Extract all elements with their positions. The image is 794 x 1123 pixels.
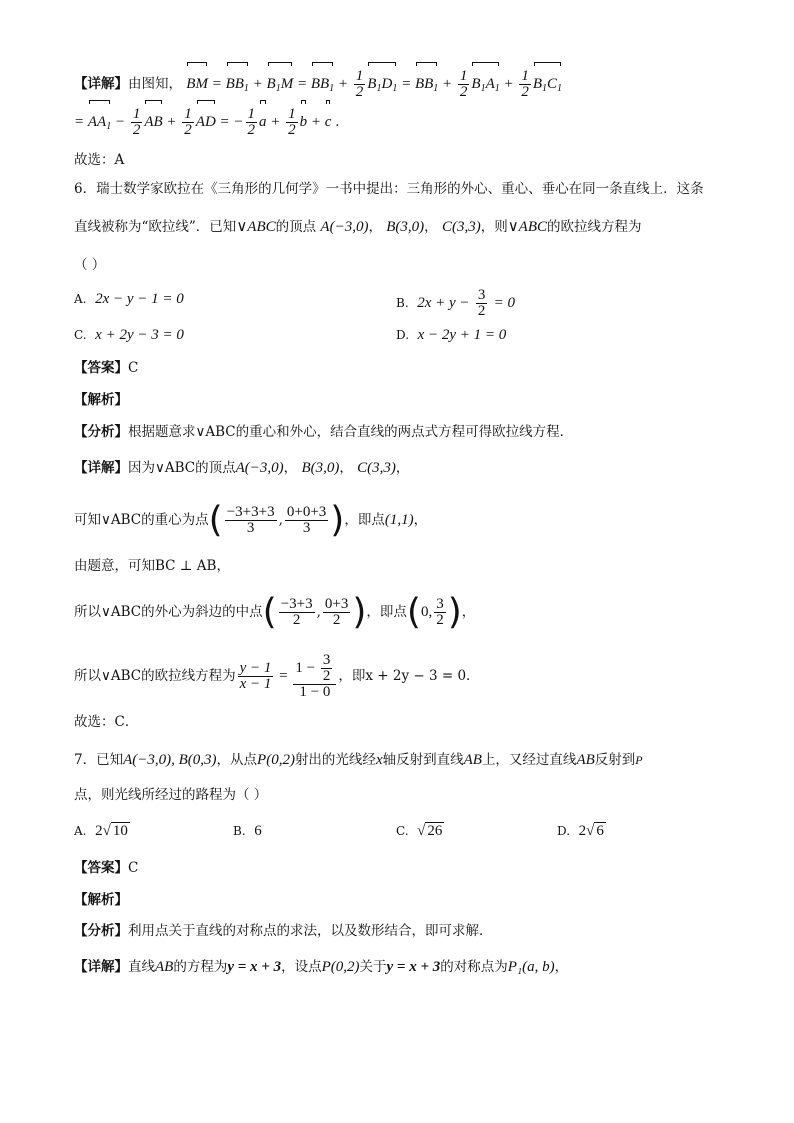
q6-option-d <box>396 326 506 344</box>
q7-detail-text-c: ，设点 <box>281 959 322 975</box>
q6-detail-line3: 由题意，可知BC ⊥ AB， <box>74 558 230 574</box>
q6-analysis-text: 根据题意求∨ABC的重心和外心，结合直线的两点式方程可得欧拉线方程． <box>128 424 574 440</box>
q6-euler-result: ，即x + 2y − 3 = 0． <box>338 668 480 684</box>
q6-centroid-text-b: ，即点 <box>344 512 385 528</box>
q7-detail-equation: y = x + 3 <box>227 959 282 975</box>
q6-answer-value: C <box>128 360 139 376</box>
q7-detail-text-f: ， <box>554 959 569 975</box>
q7-option-a-radicand: 10 <box>112 823 128 839</box>
q6-centroid-x-fraction: $\frac{-3+3+3}{3}$ <box>226 504 275 536</box>
q6-detail-point-c: C(3,3) <box>357 460 396 476</box>
q6-euler-right-fraction: 1 − $\frac{3}{2}$ 1 − 0 <box>293 653 336 700</box>
det5-intro: 由图知， <box>128 76 182 92</box>
q6-stem-line2: 直线被称为“欧拉线”．已知∨ABC的顶点 A(−3,0)， B(3,0)， C(3,3)，则∨ABC的欧拉线方程为 <box>74 219 642 235</box>
q6-circumcenter-text: 所以∨ABC的外心为斜边的中点 <box>74 604 263 620</box>
q6-circumcenter-text-b: ，即点 <box>366 604 407 620</box>
q6-centroid-text: 可知∨ABC的重心为点 <box>74 512 209 528</box>
q6-detail-line4: 所以∨ABC的外心为斜边的中点( $\frac{-3+3}{2}$ , $\frac{0+3}{2}$ )，即点(0, $\frac{3}{2}$ )， <box>74 591 476 633</box>
q7-option-d: D. 2√ 6 <box>557 823 604 839</box>
q6-option-d-label: D. <box>396 328 410 342</box>
q7-point-p: P(0,2) <box>257 752 295 768</box>
q7-line-ab: AB <box>463 752 482 768</box>
det5-end: ． <box>335 114 349 130</box>
q7-option-a-label: A. <box>74 824 87 838</box>
q7-option-c-label: C. <box>396 824 409 838</box>
q7-option-a: A. 2√ 10 <box>74 823 128 839</box>
q6-option-d-text: x − 2y + 1 = 0 <box>417 327 507 343</box>
q7-option-d-radicand: 6 <box>596 823 604 839</box>
q7-analysis <box>74 922 493 940</box>
q7-option-d-coef: 2 <box>578 823 587 839</box>
q6-option-b-post: = 0 <box>493 295 516 311</box>
q7-detail-text-b: 的方程为 <box>173 959 228 975</box>
q7-text-f: 反射到 <box>594 752 636 768</box>
q6-option-b-pre: 2x + y − <box>417 295 470 311</box>
q5-answer: 故选：A <box>74 152 125 168</box>
det5-line2 <box>74 104 349 140</box>
q6-circumcenter-point-fraction: $\frac{3}{2}$ <box>436 596 444 628</box>
q7-detail-equation-2: y = x + 3 <box>386 959 441 975</box>
q6-analysis <box>74 423 573 441</box>
q6-centroid-y-fraction: $\frac{0+0+3}{3}$ <box>286 504 327 536</box>
q7-detail-text-e: 的对称点为 <box>440 959 508 975</box>
q6-jiexi: 【解析】 <box>74 392 128 408</box>
q7-option-b <box>233 822 262 840</box>
det5-line1 <box>74 66 562 102</box>
q6-detail-line1: 【详解】因为∨ABC的顶点A(−3,0)， B(3,0)， C(3,3)， <box>74 460 410 476</box>
q6-option-b <box>396 287 516 319</box>
q7-option-c: C. √ 26 <box>396 823 443 839</box>
vector-equation-2: = $AA_1$ − $\frac{1}{2}$ AB + $\frac{1}{2}$ AD = − $\frac{1}{2}$ a + $\frac{1}{2}$ b + c <box>74 114 335 130</box>
q6-centroid-point: (1,1) <box>384 512 414 528</box>
q6-option-a <box>74 290 184 308</box>
q6-triangle-2: ∨ABC <box>507 219 548 235</box>
q7-analysis-text: 利用点关于直线的对称点的求法，以及数形结合，即可求解． <box>128 923 493 939</box>
q7-answer-value: C <box>128 860 139 876</box>
q7-answer-label: 【答案】 <box>74 860 128 876</box>
q6-detail-line2: 可知∨ABC的重心为点( $\frac{-3+3+3}{3}$ , $\frac{0+0+3}{3}$ )，即点(1,1)， <box>74 499 428 541</box>
q6-stem-line1: 6．瑞士数学家欧拉在《三角形的几何学》一书中提出：三角形的外心、重心、垂心在同一条直线上．这条 <box>74 181 704 197</box>
q7-text-d: 轴反射到直线 <box>382 752 464 768</box>
q7-text-c: 射出的光线经 <box>294 752 376 768</box>
q7-points: A(−3,0), B(0,3) <box>123 752 217 768</box>
q7-option-b-text: 6 <box>254 823 262 839</box>
q7-stem-line2: 点，则光线所经过的路程为（ ） <box>74 787 268 803</box>
q7-detail-point-p1: P₁(a, b) <box>507 959 555 975</box>
q7-analysis-label: 【分析】 <box>74 923 128 939</box>
q6-option-c <box>74 326 184 344</box>
q7-text-e: 上，又经过直线 <box>481 752 577 768</box>
q6-detail-line5: 所以∨ABC的欧拉线方程为 $\frac{y - 1}{x - 1}$ = 1 − $\frac{3}{2}$ 1 − 0 ，即x + 2y − 3 = 0． <box>74 652 480 700</box>
q6-text-a: 直线被称为“欧拉线”．已知 <box>74 219 237 235</box>
q6-point-b: B(3,0) <box>386 219 425 235</box>
q6-detail-point-b: B(3,0) <box>301 460 340 476</box>
q7-detail-line1 <box>74 958 568 976</box>
q7-detail-point-p: P(0,2) <box>321 959 360 975</box>
q6-final: 故选：C． <box>74 714 139 730</box>
q6-option-b-label: B. <box>396 296 409 310</box>
q7-stem-line1 <box>74 751 643 769</box>
q6-triangle: ∨ABC <box>236 219 276 235</box>
q6-circumcenter-x-fraction: $\frac{-3+3}{2}$ <box>280 596 313 628</box>
q6-detail-text-1: 因为∨ABC的顶点 <box>128 460 236 476</box>
q6-detail-point-a: A(−3,0) <box>235 460 284 476</box>
q6-point-a: A(−3,0) <box>320 219 369 235</box>
q6-text-d: 的欧拉线方程为 <box>547 219 642 235</box>
q6-text-c: ，则 <box>480 219 508 235</box>
q6-option-c-text: x + 2y − 3 = 0 <box>95 327 184 343</box>
q7-line-ab-2: AB <box>576 752 595 768</box>
q7-x-axis: x <box>375 752 383 768</box>
q7-detail-text-d: 关于 <box>359 959 387 975</box>
q7-option-d-label: D. <box>557 824 571 838</box>
q6-detail-label: 【详解】 <box>74 460 128 476</box>
q6-analysis-label: 【分析】 <box>74 424 128 440</box>
q7-detail-label: 【详解】 <box>74 959 128 975</box>
q7-text-b: ，从点 <box>216 752 258 768</box>
q6-option-b-fraction: $\frac{3}{2}$ <box>477 287 486 319</box>
q6-answer <box>74 359 138 377</box>
q6-euler-left-fraction: $\frac{y - 1}{x - 1}$ <box>239 660 272 692</box>
q6-option-a-text: 2x − y − 1 = 0 <box>95 291 184 307</box>
q7-jiexi: 【解析】 <box>74 892 128 908</box>
q6-text-b: 的顶点 <box>275 219 317 235</box>
q7-answer <box>74 859 138 877</box>
q7-detail-text-a: 直线 <box>128 959 155 975</box>
q6-point-c: C(3,3) <box>441 219 481 235</box>
q6-paren: （ ） <box>74 257 106 273</box>
q6-euler-text: 所以∨ABC的欧拉线方程为 <box>74 668 236 684</box>
q7-point-p-end: P <box>635 753 643 767</box>
q6-answer-label: 【答案】 <box>74 360 128 376</box>
q7-text-a: 7．已知 <box>74 752 124 768</box>
q7-option-b-label: B. <box>233 824 246 838</box>
vector-equation-1: BM = $BB_1 + B_1M = BB_1$ + $\frac{1}{2}$ $B_1D_1 = BB_1$ + $\frac{1}{2}$ $B_1A_1$ + $\frac{1}{2}$ $B_1C_1$ <box>186 76 562 92</box>
q7-option-a-coef: 2 <box>95 823 103 839</box>
q7-detail-ab: AB <box>155 959 174 975</box>
det5-label: 【详解】 <box>74 76 128 92</box>
q6-option-a-label: A. <box>74 292 87 306</box>
q6-circumcenter-y-fraction: $\frac{0+3}{2}$ <box>324 596 349 628</box>
q7-option-c-radicand: 26 <box>427 823 443 839</box>
q6-option-c-label: C. <box>74 328 87 342</box>
